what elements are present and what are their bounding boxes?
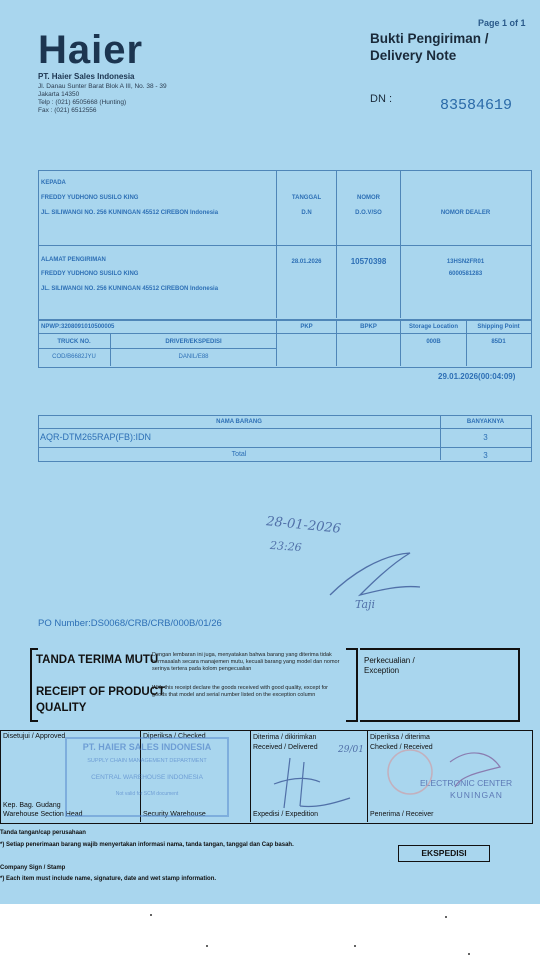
receipt-text: With this receipt declare the goods received with good quality, except for goods that model and serial number listed on the exception column: [152, 685, 328, 698]
po-number: PO Number:DS0068/CRB/CRB/000B/01/26: [38, 618, 222, 629]
security-label: Security Warehouse: [143, 811, 206, 818]
shipping-point-value: 85D1: [491, 339, 506, 345]
store-stamp-line1: ELECTRONIC CENTER: [420, 778, 513, 788]
truck-value: COD/B6682JYU: [52, 354, 96, 360]
storage-location-label: Storage Location: [408, 324, 458, 330]
delivered-label: Diterima / dikirimkan Received / Delivered: [253, 734, 318, 751]
delivered-date-handwritten: 29/01: [338, 745, 364, 755]
nomor-sub: D.O.V/SO: [355, 210, 382, 216]
haier-warehouse-stamp: [65, 737, 229, 817]
kepada-label: KEPADA: [41, 180, 66, 186]
received-label: Diperiksa / diterima Checked / Received: [370, 734, 433, 751]
receiver-signature: [380, 742, 520, 802]
bpkp-label: BPKP: [360, 324, 377, 330]
checked-label: Diperiksa / Checked: [143, 733, 206, 740]
ekspedisi-box: EKSPEDISI: [398, 845, 490, 862]
ship-address: JL. SILIWANGI NO. 256 KUNINGAN 45512 CIREBON Indonesia: [41, 286, 219, 292]
nomor-label: NOMOR: [357, 195, 380, 201]
total-qty: 3: [483, 451, 488, 460]
tanda-terima-text: Dengan lembaran ini juga, menyatakan bahwa barang yang diterima tidak bermasalah secara manajemen mutu, kecuali barang yang model dan nomor serinya tertera pada kolom pengecualian: [152, 652, 340, 672]
company-telp: Telp : (021) 6505668 (Hunting): [38, 99, 127, 106]
stamp-line-4: Not valid for SCM document: [115, 791, 179, 797]
npwp: NPWP:3208091010500005: [41, 324, 115, 330]
recipient-address: JL. SILIWANGI NO. 256 KUNINGAN 45512 CIREBON Indonesia: [41, 210, 219, 216]
company-address-2: Jakarta 14350: [38, 91, 80, 98]
footer-note-id: *) Setiap penerimaan barang wajib menyertakan informasi nama, tanda tangan, tanggal dan Cap basah.: [0, 842, 294, 848]
speck: [468, 953, 470, 955]
alamat-label: ALAMAT PENGIRIMAN: [41, 257, 106, 263]
stamp-line-2: SUPPLY CHAIN MANAGEMENT DEPARTMENT: [87, 758, 207, 764]
receiver-label: Penerima / Receiver: [370, 811, 434, 818]
section-head-label: Kep. Bag. Gudang Warehouse Section Head: [3, 802, 83, 818]
tanggal-sub: D.N: [301, 210, 312, 216]
shipping-point-label: Shipping Point: [477, 324, 520, 330]
speck: [206, 945, 208, 947]
ship-name: FREDDY YUDHONO SUSILO KING: [41, 271, 139, 277]
footer-tanda-tangan: Tanda tangan/cap perusahaan: [0, 830, 86, 836]
document-title-line2: Delivery Note: [370, 48, 457, 63]
dealer-code-2: 6000581283: [448, 271, 483, 277]
footer-company-sign: Company Sign / Stamp: [0, 865, 66, 871]
delivered-signature: [260, 748, 360, 814]
handwritten-time: 23:26: [269, 538, 303, 555]
store-stamp-line2: KUNINGAN: [450, 790, 503, 800]
nama-barang-label: NAMA BARANG: [216, 419, 262, 425]
dn-number: 83584619: [440, 97, 513, 114]
truck-label: TRUCK NO.: [57, 339, 91, 345]
total-label: Total: [231, 451, 247, 458]
dn-label: DN :: [370, 93, 392, 105]
stamp-line-3: CENTRAL WAREHOUSE INDONESIA: [91, 774, 203, 781]
tanggal-label: TANGGAL: [291, 195, 322, 201]
nomor-dealer-label: NOMOR DEALER: [440, 210, 491, 216]
receipt-block: [30, 648, 520, 722]
driver-value: DANIL/E88: [178, 354, 209, 360]
speck: [445, 916, 447, 918]
item-name: AQR-DTM265RAP(FB):IDN: [40, 432, 152, 442]
print-timestamp: 29.01.2026(00:04:09): [438, 372, 516, 381]
receipt-title-1: RECEIPT OF PRODUCT: [36, 686, 166, 698]
item-qty: 3: [483, 433, 488, 442]
banyaknya-label: BANYAKNYA: [466, 419, 505, 425]
page-indicator: Page 1 of 1: [478, 18, 526, 28]
haier-logo: Haier: [38, 28, 144, 72]
company-name: PT. Haier Sales Indonesia: [38, 72, 135, 81]
handwritten-signature: [320, 545, 430, 605]
company-address-1: Jl. Danau Sunter Barat Blok A III, No. 38 - 39: [38, 83, 167, 90]
speck: [354, 945, 356, 947]
receipt-title-2: QUALITY: [36, 702, 87, 714]
exception-label: Perkecualian / Exception: [364, 656, 415, 675]
nomor-value: 10570398: [350, 257, 387, 266]
approved-label: Disetujui / Approved: [3, 733, 66, 740]
pkp-label: PKP: [300, 324, 313, 330]
company-fax: Fax : (021) 6512556: [38, 107, 97, 114]
document-title: [370, 30, 489, 64]
storage-location-value: 000B: [426, 339, 441, 345]
tanggal-value: 28.01.2026: [291, 259, 322, 265]
driver-label: DRIVER/EKSPEDISI: [165, 339, 222, 345]
document-title-line1: Bukti Pengiriman /: [370, 31, 489, 46]
expedition-label: Expedisi / Expedition: [253, 811, 318, 818]
footer-note-en: *) Each item must include name, signature, date and wet stamp information.: [0, 876, 217, 882]
stamp-line-1: PT. HAIER SALES INDONESIA: [82, 742, 212, 752]
recipient-name: FREDDY YUDHONO SUSILO KING: [41, 195, 139, 201]
tanda-terima-title: TANDA TERIMA MUTU: [36, 654, 159, 666]
speck: [150, 914, 152, 916]
dealer-code-1: 13HSN2FR01: [446, 259, 485, 265]
signature-name: Taji: [355, 598, 375, 611]
handwritten-date: 28-01-2026: [265, 514, 342, 537]
